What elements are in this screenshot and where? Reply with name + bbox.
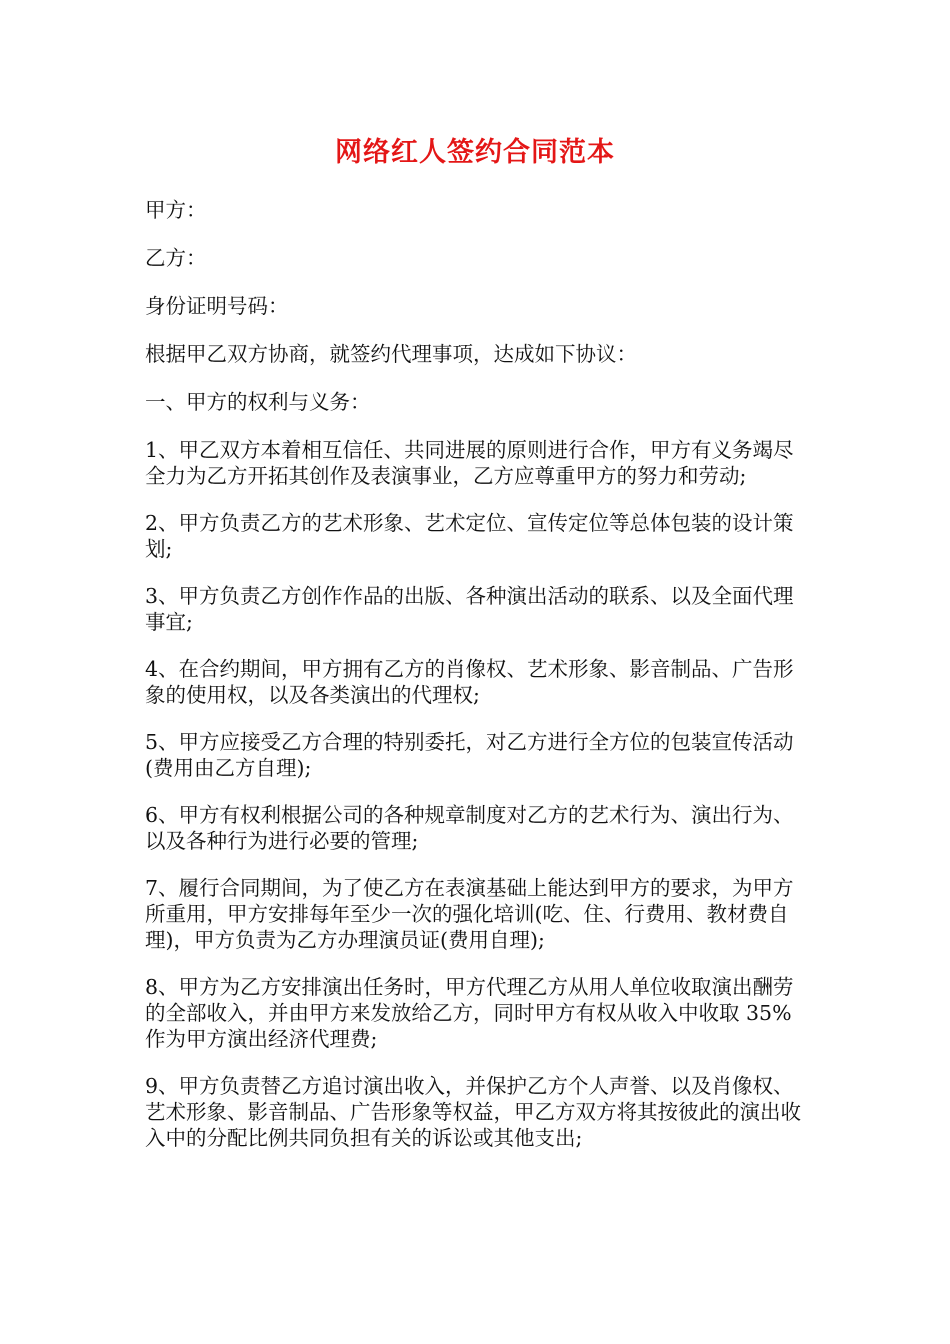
clause-9: 9、甲方负责替乙方追讨演出收入，并保护乙方个人声誉、以及肖像权、艺术形象、影音制品、广告形象等权益，甲乙方双方将其按彼此的演出收入中的分配比例共同负担有关的诉讼或其他支出; <box>145 1074 801 1150</box>
party-b-line: 乙方： <box>145 246 207 270</box>
clause-5: 5、甲方应接受乙方合理的特别委托，对乙方进行全方位的包装宣传活动(费用由乙方自理); <box>145 730 794 780</box>
id-number-line: 身份证明号码： <box>145 294 289 318</box>
section-heading-party-a: 一、甲方的权利与义务： <box>145 390 371 414</box>
agreement-intro: 根据甲乙双方协商，就签约代理事项，达成如下协议： <box>145 342 637 366</box>
clause-6: 6、甲方有权利根据公司的各种规章制度对乙方的艺术行为、演出行为、以及各种行为进行必要的管理; <box>145 803 794 853</box>
clause-2: 2、甲方负责乙方的艺术形象、艺术定位、宣传定位等总体包装的设计策划; <box>145 511 794 561</box>
clause-1: 1、甲乙双方本着相互信任、共同进展的原则进行合作，甲方有义务竭尽全力为乙方开拓其创作及表演事业，乙方应尊重甲方的努力和劳动; <box>145 438 794 488</box>
document-body <box>145 197 810 1172</box>
document-title: 网络红人签约合同范本 <box>335 137 615 168</box>
party-a-line: 甲方： <box>145 198 207 222</box>
clause-4: 4、在合约期间，甲方拥有乙方的肖像权、艺术形象、影音制品、广告形象的使用权，以及各类演出的代理权; <box>145 657 794 707</box>
clause-7: 7、履行合同期间，为了使乙方在表演基础上能达到甲方的要求，为甲方所重用，甲方安排每年至少一次的强化培训(吃、住、行费用、教材费自理)，甲方负责为乙方办理演员证(费用自理); <box>145 876 794 952</box>
clause-8: 8、甲方为乙方安排演出任务时，甲方代理乙方从用人单位收取演出酬劳的全部收入，并由甲方来发放给乙方，同时甲方有权从收入中收取 35%作为甲方演出经济代理费; <box>145 975 794 1051</box>
clause-3: 3、甲方负责乙方创作作品的出版、各种演出活动的联系、以及全面代理事宜; <box>145 584 794 634</box>
